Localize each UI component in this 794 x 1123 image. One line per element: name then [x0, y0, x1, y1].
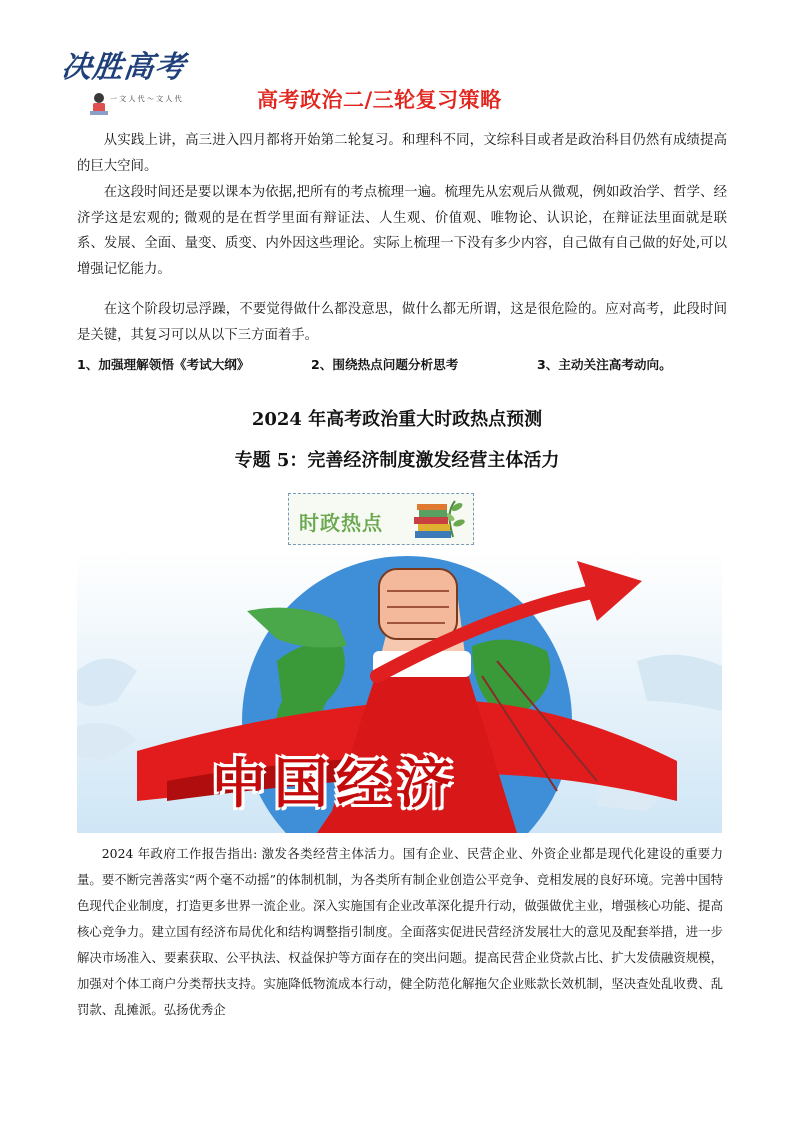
intro-paragraph-2: 在这段时间还是要以课本为依据,把所有的考点梳理一遍。梳理先从宏观后从微观，例如政治学、哲学、经济学这是宏观的; 微观的是在哲学里面有辩证法、人生观、价值观、唯物论、认识论，在辩证法里面就是联系、发展、全面、量变、质变、内外因这些理论。实际上梳理一下没有多少内容，自己做有自己做的好处,可以增强记忆能力。 — [77, 185, 727, 277]
page-title: 高考政治二/三轮复习策略 — [257, 88, 502, 112]
intro-paragraph-1: 从实践上讲，高三进入四月都将开始第二轮复习。和理科不同，文综科目或者是政治科目仍然有成绩提高的巨大空间。 — [77, 133, 727, 174]
approach-item: 1、加强理解领悟《考试大纲》 — [77, 357, 250, 372]
china-economy-illustration — [77, 551, 722, 833]
approach-item: 3、主动关注高考动向。 — [537, 357, 672, 372]
hero-caption: 中国经济 — [212, 752, 460, 815]
books-plant-icon — [409, 497, 469, 543]
approach-item: 2、围绕热点问题分析思考 — [311, 357, 459, 372]
section-title: 2024 年高考政治重大时政热点预测 — [251, 409, 543, 430]
brand-logo — [58, 40, 188, 126]
student-figure-icon — [88, 92, 110, 118]
body-paragraph: 2024 年政府工作报告指出: 激发各类经营主体活力。国有企业、民营企业、外资企业都是现代化建设的重要力量。要不断完善落实“两个毫不动摇”的体制机制，为各类所有制企业创造公平竞争、竞相发展的良好环境。完善中国特色现代企业制度，打造更多世界一流企业。深入实施国有企业改革深化提升行动，做强做优主业，增强核心功能、提高核心竞争力。建立国有经济布局优化和结构调整指引制度。全面落实促进民营经济发展壮大的意见及配套举措，进一步解决市场准入、要素获取、公平执法、权益保护等方面存在的突出问题。提高民营企业贷款占比、扩大发债融资规模，加强对个体工商户分类帮扶支持。实施降低物流成本行动，健全防范化解拖欠企业账款长效机制，坚决查处乱收费、乱罚款、乱摊派。弘扬优秀企 — [77, 846, 723, 1017]
approach-list — [77, 354, 737, 376]
logo-subtext: 一 文 人 代 ～ 文 人 代 — [110, 95, 182, 103]
intro-paragraph-3: 在这个阶段切忌浮躁，不要觉得做什么都没意思，做什么都无所谓，这是很危险的。应对高考，此段时间是关键，其复习可以从以下三方面着手。 — [77, 302, 727, 343]
topic-title: 专题 5：完善经济制度激发经营主体活力 — [234, 450, 560, 471]
hot-topic-badge — [288, 493, 474, 545]
logo-text: 决胜高考 — [59, 50, 188, 85]
badge-label: 时政热点 — [299, 511, 383, 535]
